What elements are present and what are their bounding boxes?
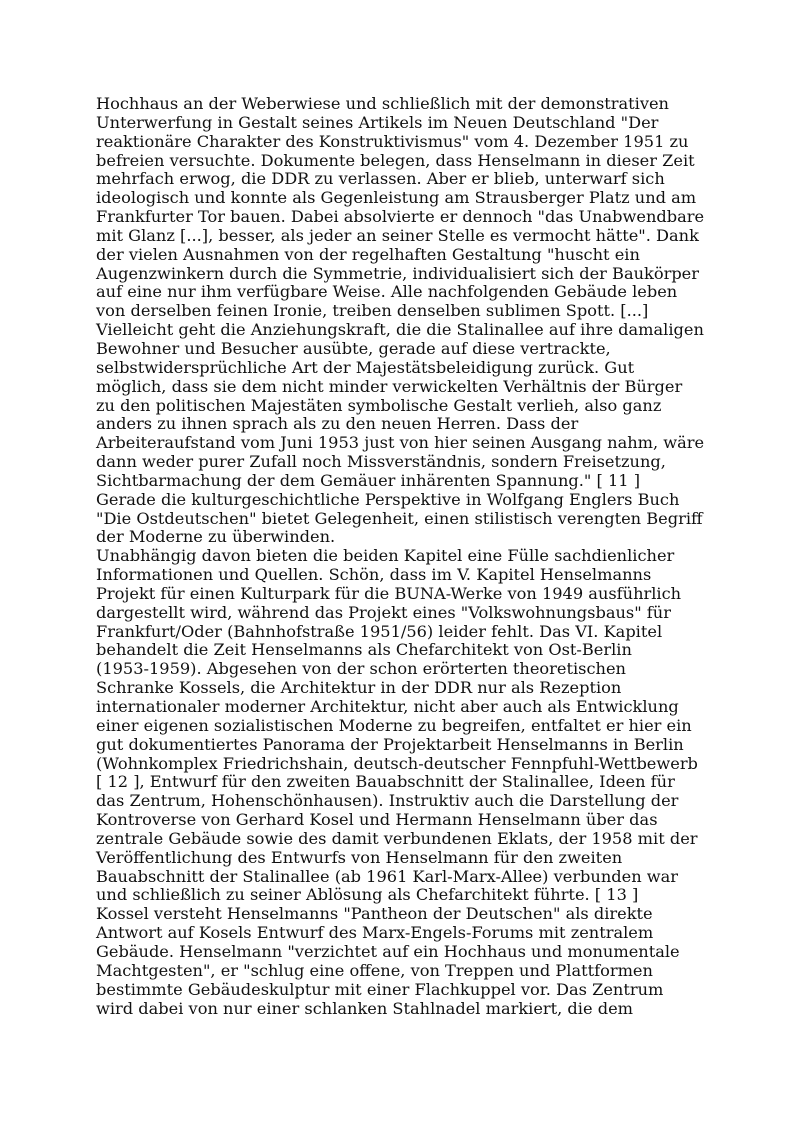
text-line: "Die Ostdeutschen" bietet Gelegenheit, einen stilistisch verengten Begriff [96, 508, 703, 528]
text-line: einer eigenen sozialistischen Moderne zu begreifen, entfaltet er hier ein [96, 715, 692, 735]
text-line: Frankfurter Tor bauen. Dabei absolvierte er dennoch "das Unabwendbare [96, 207, 705, 227]
text-line: gut dokumentiertes Panorama der Projektarbeit Henselmanns in Berlin [96, 734, 684, 754]
body-text [96, 95, 716, 1018]
text-line: Frankfurt/Oder (Bahnhofstraße 1951/56) leider fehlt. Das VI. Kapitel [96, 621, 663, 641]
text-line: Sichtbarmachung der dem Gemäuer inhärenten Spannung." [ 11 ] [96, 470, 641, 490]
text-line: zu den politischen Majestäten symbolische Gestalt verlieh, also ganz [96, 395, 662, 415]
text-line: mit Glanz [...], besser, als jeder an seiner Stelle es vermocht hätte". Dank [96, 225, 699, 245]
text-line: Vielleicht geht die Anziehungskraft, die die Stalinallee auf ihre damaligen [96, 320, 704, 340]
text-line: Veröffentlichung des Entwurfs von Henselmann für den zweiten [96, 847, 623, 867]
text-line: Kontroverse von Gerhard Kosel und Hermann Henselmann über das [96, 810, 658, 830]
text-line: wird dabei von nur einer schlanken Stahlnadel markiert, die dem [96, 998, 633, 1018]
text-line: Schranke Kossels, die Architektur in der DDR nur als Rezeption [96, 678, 622, 698]
text-line: der Moderne zu überwinden. [96, 527, 336, 547]
text-line: Antwort auf Kosels Entwurf des Marx-Engels-Forums mit zentralem [96, 923, 654, 943]
text-line: bestimmte Gebäudeskulptur mit einer Flachkuppel vor. Das Zentrum [96, 979, 664, 999]
text-line: anders zu ihnen sprach als zu den neuen Herren. Dass der [96, 414, 579, 434]
text-line: reaktionäre Charakter des Konstruktivismus" vom 4. Dezember 1951 zu [96, 131, 689, 151]
text-line: Projekt für einen Kulturpark für die BUNA-Werke von 1949 ausführlich [96, 583, 682, 603]
text-line: Gebäude. Henselmann "verzichtet auf ein Hochhaus und monumentale [96, 941, 680, 961]
text-line: ideologisch und konnte als Gegenleistung am Strausberger Platz und am [96, 188, 697, 208]
text-line: Gerade die kulturgeschichtliche Perspektive in Wolfgang Englers Buch [96, 489, 680, 509]
text-line: Augenzwinkern durch die Symmetrie, individualisiert sich der Baukörper [96, 263, 700, 283]
text-line: dargestellt wird, während das Projekt eines "Volkswohnungsbaus" für [96, 602, 671, 622]
text-line: Machtgesten", er "schlug eine offene, von Treppen und Plattformen [96, 960, 653, 980]
text-line: Unterwerfung in Gestalt seines Artikels im Neuen Deutschland "Der [96, 112, 659, 132]
text-line: möglich, dass sie dem nicht minder verwickelten Verhältnis der Bürger [96, 376, 683, 396]
text-line: das Zentrum, Hohenschönhausen). Instruktiv auch die Darstellung der [96, 791, 679, 811]
text-line: (Wohnkomplex Friedrichshain, deutsch-deutscher Fennpfuhl-Wettbewerb [96, 753, 698, 773]
text-line: (1953-1959). Abgesehen von der schon erörterten theoretischen [96, 659, 626, 679]
text-line: Informationen und Quellen. Schön, dass im V. Kapitel Henselmanns [96, 565, 652, 585]
document-page [96, 95, 716, 1018]
text-line: selbstwidersprüchliche Art der Majestätsbeleidigung zurück. Gut [96, 357, 635, 377]
text-line: Unabhängig davon bieten die beiden Kapitel eine Fülle sachdienlicher [96, 546, 675, 566]
text-line: Arbeiteraufstand vom Juni 1953 just von hier seinen Ausgang nahm, wäre [96, 433, 705, 453]
text-line: zentrale Gebäude sowie des damit verbundenen Eklats, der 1958 mit der [96, 828, 698, 848]
text-line: und schließlich zu seiner Ablösung als Chefarchitekt führte. [ 13 ] [96, 885, 639, 905]
text-line: behandelt die Zeit Henselmanns als Chefarchitekt von Ost-Berlin [96, 640, 632, 660]
text-line: von derselben feinen Ironie, treiben denselben sublimen Spott. [...] [96, 301, 649, 321]
text-line: Bewohner und Besucher ausübte, gerade auf diese vertrackte, [96, 338, 611, 358]
text-line: mehrfach erwog, die DDR zu verlassen. Aber er blieb, unterwarf sich [96, 169, 665, 189]
text-line: befreien versuchte. Dokumente belegen, dass Henselmann in dieser Zeit [96, 150, 695, 170]
text-line: Hochhaus an der Weberwiese und schließlich mit der demonstrativen [96, 94, 669, 113]
text-line: dann weder purer Zufall noch Missverständnis, sondern Freisetzung, [96, 452, 666, 472]
text-line: der vielen Ausnahmen von der regelhaften Gestaltung "huscht ein [96, 244, 640, 264]
text-line: Bauabschnitt der Stalinallee (ab 1961 Karl-Marx-Allee) verbunden war [96, 866, 679, 886]
text-line: [ 12 ], Entwurf für den zweiten Bauabschnitt der Stalinallee, Ideen für [96, 772, 675, 792]
text-line: auf eine nur ihm verfügbare Weise. Alle nachfolgenden Gebäude leben [96, 282, 678, 302]
text-line: internationaler moderner Architektur, nicht aber auch als Entwicklung [96, 697, 679, 716]
text-line: Kossel versteht Henselmanns "Pantheon der Deutschen" als direkte [96, 904, 653, 924]
